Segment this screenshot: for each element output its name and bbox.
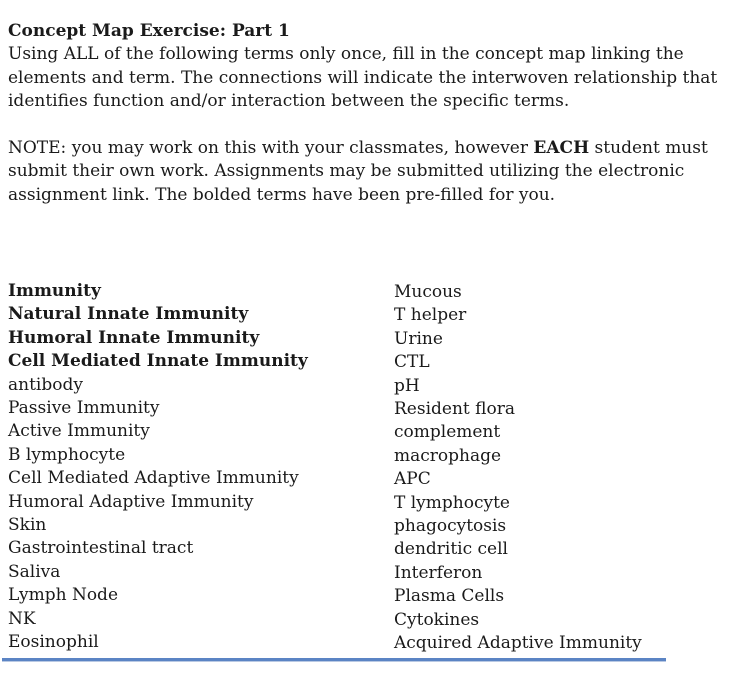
term-item: Active Immunity	[8, 421, 150, 442]
note-paragraph	[8, 137, 723, 208]
term-item: pH	[394, 375, 420, 396]
document-body	[8, 20, 723, 207]
term-item: Eosinophil	[8, 632, 99, 653]
term-item: phagocytosis	[394, 516, 507, 537]
term-item: Urine	[394, 328, 443, 349]
term-item: APC	[394, 469, 431, 490]
term-item: Plasma Cells	[394, 586, 505, 607]
term-item: Passive Immunity	[8, 398, 160, 419]
term-item: Cytokines	[394, 609, 480, 630]
term-item: Humoral Innate Immunity	[8, 327, 260, 348]
term-item: CTL	[394, 352, 430, 373]
term-item: antibody	[8, 374, 83, 395]
note-text-end: student must submit their own work. Assignments may be submitted utilizing the electronic assignment link. The bolded terms have been pre-filled for you.	[8, 137, 708, 205]
note-emphasis: EACH	[533, 137, 590, 158]
term-item: Natural Innate Immunity	[8, 304, 249, 325]
terms-list-left	[8, 280, 308, 655]
term-item: Humoral Adaptive Immunity	[8, 491, 254, 512]
term-item: Acquired Adaptive Immunity	[394, 633, 642, 654]
term-item: Skin	[8, 515, 47, 536]
term-item: macrophage	[394, 445, 502, 466]
term-item: B lymphocyte	[8, 444, 126, 465]
term-item: Interferon	[394, 562, 483, 583]
term-item: Immunity	[8, 281, 101, 301]
term-item: Gastrointestinal tract	[8, 538, 194, 559]
term-item: Cell Mediated Adaptive Immunity	[8, 468, 299, 489]
term-item: T helper	[394, 305, 467, 326]
term-item: Saliva	[8, 561, 61, 582]
note-text-start: NOTE: you may work on this with your classmates, however	[8, 137, 534, 158]
term-item: Resident flora	[394, 399, 515, 420]
term-item: Mucous	[394, 282, 462, 302]
term-item: T lymphocyte	[394, 492, 510, 513]
term-item: dendritic cell	[394, 539, 508, 560]
term-item: Cell Mediated Innate Immunity	[8, 351, 308, 372]
bottom-divider	[2, 658, 666, 661]
term-item: Lymph Node	[8, 585, 119, 606]
term-item: complement	[394, 422, 501, 443]
term-item: NK	[8, 608, 36, 629]
page-title: Concept Map Exercise: Part 1	[8, 21, 290, 41]
instructions-paragraph: Using ALL of the following terms only once, fill in the concept map linking the elements and term. The connections will indicate the interwoven relationship that identifies function and/or interaction between the specific terms.	[8, 44, 718, 111]
terms-list-right	[394, 281, 642, 656]
